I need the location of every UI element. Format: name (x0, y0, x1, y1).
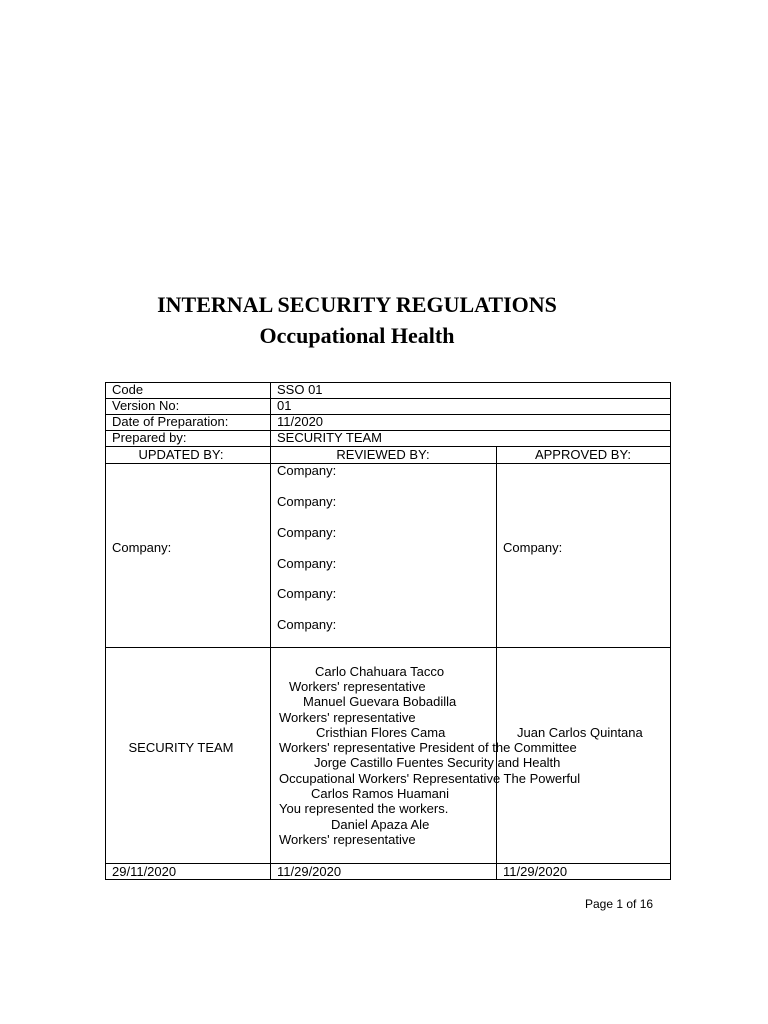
reviewer-name: Carlo Chahuara Tacco (315, 664, 445, 679)
reviewer-role: Workers' representative (279, 710, 416, 725)
preparation-date-label: Date of Preparation: (112, 414, 229, 429)
prepared-by-value: SECURITY TEAM (277, 430, 382, 445)
prepared-by-label: Prepared by: (112, 430, 187, 445)
reviewed-date: 11/29/2020 (277, 864, 342, 879)
code-value: SSO 01 (277, 382, 323, 397)
approver-name: Juan Carlos Quintana (517, 725, 643, 740)
updated-date: 29/11/2020 (112, 864, 177, 879)
version-value: 01 (277, 398, 292, 413)
reviewer-name: Carlos Ramos Huamani (311, 786, 449, 801)
reviewer-role: Workers' representative President of the Committee (279, 740, 577, 755)
reviewer-role: Workers' representative (289, 679, 426, 694)
approved-by-header: APPROVED BY: (534, 447, 632, 462)
code-label: Code (112, 382, 144, 397)
preparation-date-value: 11/2020 (277, 414, 324, 429)
reviewer-role: Occupational Workers' Representative The Powerful (279, 771, 581, 786)
reviewer-name: Daniel Apaza Ale (331, 817, 430, 832)
reviewer-name: Jorge Castillo Fuentes Security and Health (314, 755, 561, 770)
reviewer-role: Workers' representative (279, 832, 416, 847)
reviewer-name: Cristhian Flores Cama (316, 725, 446, 740)
updated-by-header: UPDATED BY: (138, 447, 224, 462)
version-label: Version No: (112, 398, 180, 413)
document-control-table (105, 382, 671, 880)
reviewer-role: You represented the workers. (279, 801, 449, 816)
approved-date: 11/29/2020 (503, 864, 568, 879)
approved-company-label: Company: (503, 540, 563, 555)
reviewer-name: Manuel Guevara Bobadilla (303, 694, 457, 709)
reviewed-company-label: Company: (277, 586, 337, 601)
reviewed-company-label: Company: (277, 617, 337, 632)
document-subtitle: Occupational Health (259, 323, 455, 348)
reviewed-company-label: Company: (277, 525, 337, 540)
reviewed-company-label: Company: (277, 556, 337, 571)
updated-by-name: SECURITY TEAM (128, 740, 234, 755)
page-number: Page 1 of 16 (585, 897, 654, 911)
reviewed-company-label: Company: (277, 463, 337, 478)
reviewed-company-label: Company: (277, 494, 337, 509)
reviewed-by-header: REVIEWED BY: (336, 447, 430, 462)
document-title: INTERNAL SECURITY REGULATIONS (157, 292, 557, 317)
updated-company-label: Company: (112, 540, 172, 555)
